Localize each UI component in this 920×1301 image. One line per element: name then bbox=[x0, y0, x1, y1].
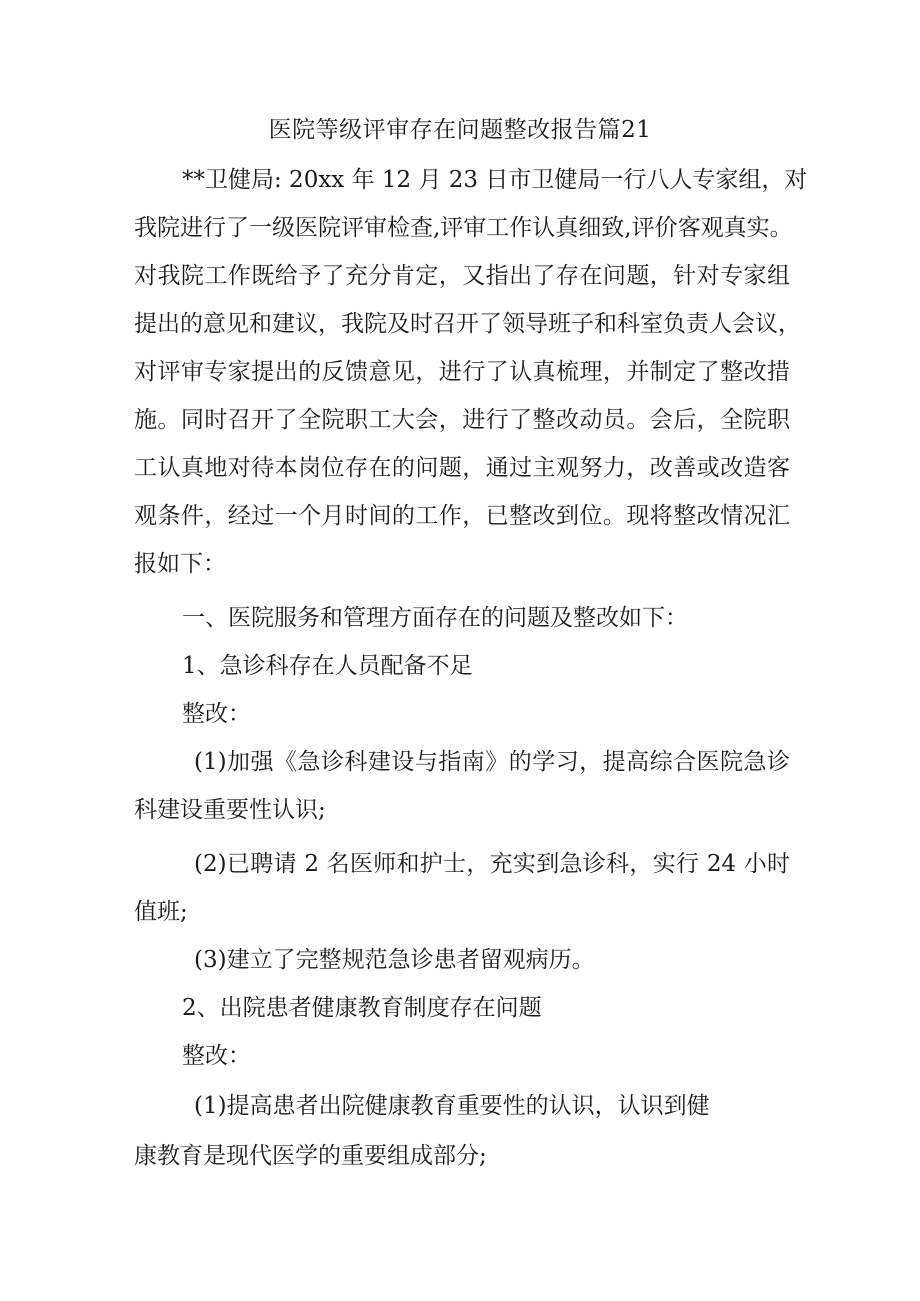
intro-line-6: 施。同时召开了全院职工大会，进行了整改动员。会后，全院职 bbox=[134, 407, 790, 433]
item1-measure3: (3)建立了完整规范急诊患者留观病历。 bbox=[194, 947, 595, 973]
item2-heading: 2、出院患者健康教育制度存在问题 bbox=[182, 995, 542, 1021]
item1-measure1-line2: 科建设重要性认识; bbox=[134, 797, 326, 823]
intro-line-2: 我院进行了一级医院评审检查,评审工作认真细致,评价客观真实。 bbox=[134, 215, 793, 241]
intro-line-7: 工认真地对待本岗位存在的问题，通过主观努力，改善或改造客 bbox=[134, 455, 790, 481]
item1-measure1-line1: (1)加强《急诊科建设与指南》的学习，提高综合医院急诊 bbox=[194, 749, 790, 775]
item1-measure2-line1: (2)已聘请 2 名医师和护士，充实到急诊科，实行 24 小时 bbox=[194, 851, 790, 877]
intro-line-4: 提出的意见和建议，我院及时召开了领导班子和科室负责人会议， bbox=[134, 311, 801, 337]
item2-measure1-line1: (1)提高患者出院健康教育重要性的认识，认识到健 bbox=[194, 1093, 710, 1119]
item2-label: 整改： bbox=[182, 1043, 251, 1069]
section1-heading: 一、医院服务和管理方面存在的问题及整改如下： bbox=[182, 605, 688, 631]
item1-label: 整改： bbox=[182, 701, 251, 727]
intro-line-5: 对评审专家提出的反馈意见，进行了认真梳理，并制定了整改措 bbox=[134, 359, 790, 385]
item1-measure2-line2: 值班; bbox=[134, 899, 188, 925]
intro-line-3: 对我院工作既给予了充分肯定，又指出了存在问题，针对专家组 bbox=[134, 263, 790, 289]
intro-line-1: **卫健局: 20xx 年 12 月 23 日市卫健局一行八人专家组，对 bbox=[182, 167, 808, 193]
intro-line-8: 观条件，经过一个月时间的工作，已整改到位。现将整改情况汇 bbox=[134, 503, 790, 529]
document-title: 医院等级评审存在问题整改报告篇21 bbox=[268, 117, 652, 143]
intro-line-9: 报如下： bbox=[134, 551, 226, 577]
item2-measure1-line2: 康教育是现代医学的重要组成部分; bbox=[134, 1143, 487, 1169]
item1-heading: 1、急诊科存在人员配备不足 bbox=[182, 653, 473, 679]
